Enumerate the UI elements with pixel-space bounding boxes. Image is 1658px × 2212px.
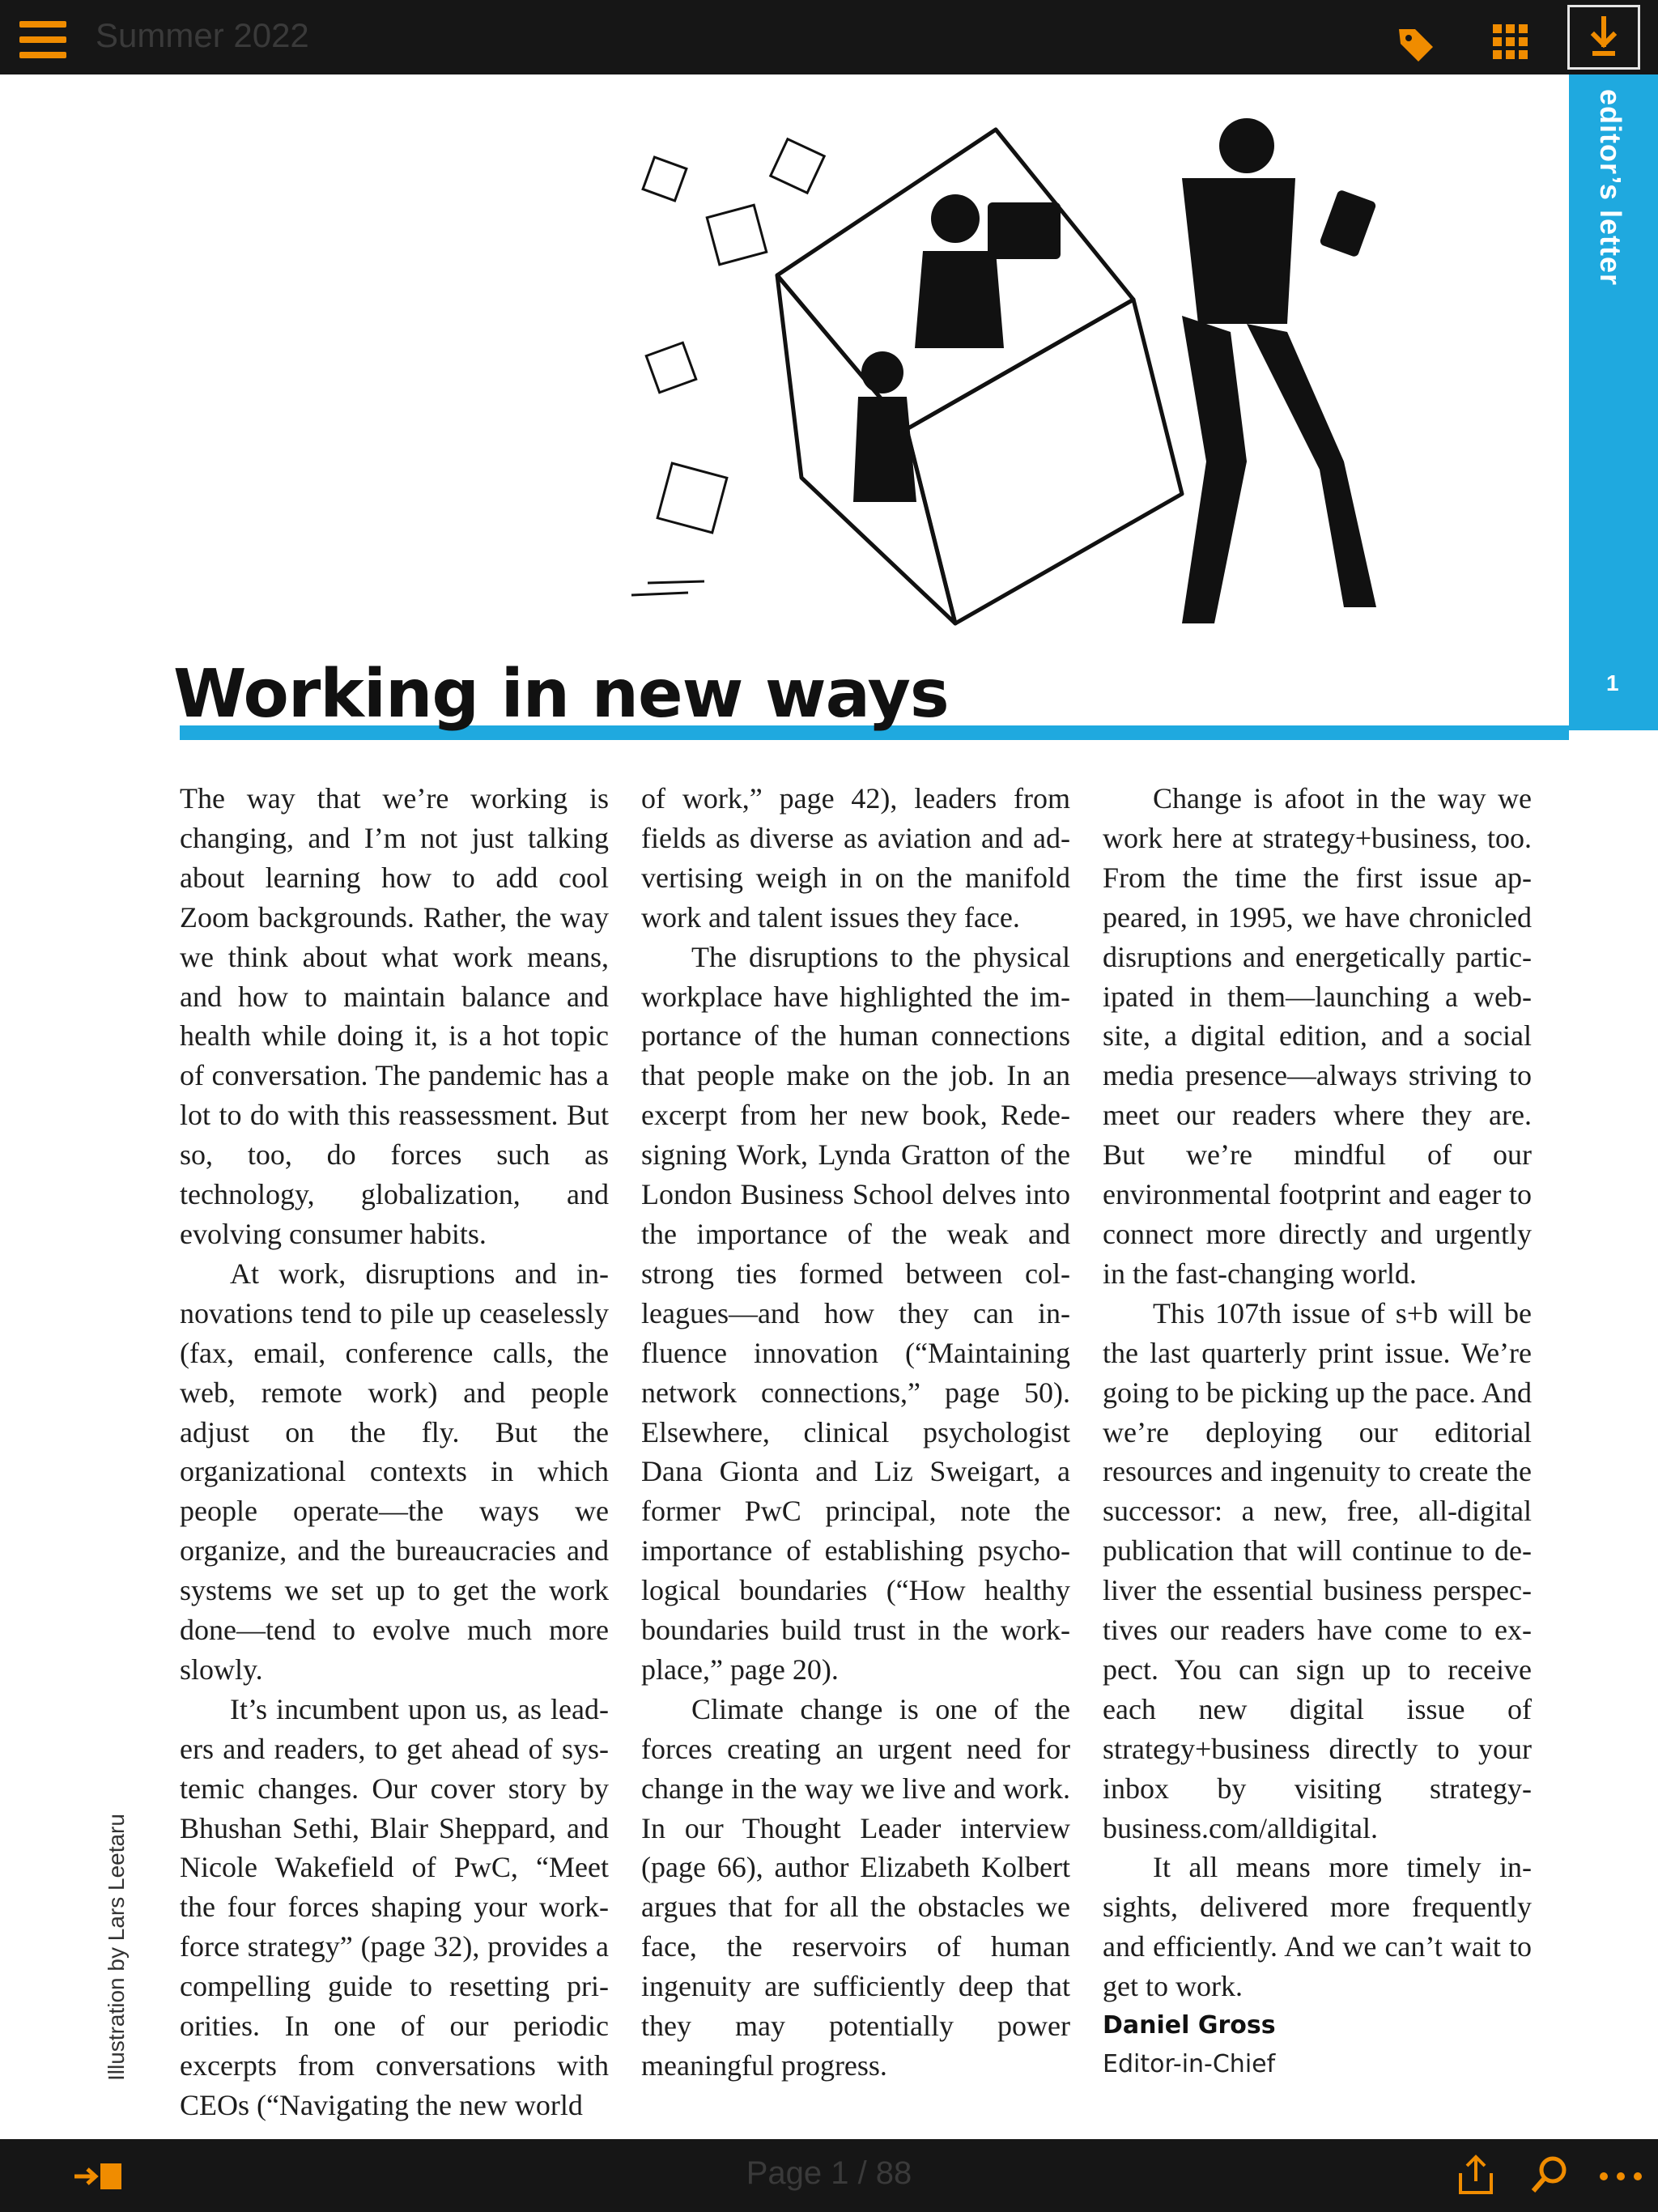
paragraph: Climate change is one of the forces creating an urgent need for change in the way we live and work. In our Thought Leader interview (page 66), author Elizabeth Kolbert argues that for all the obstacles we face, the reservoirs of human ingenuity are sufficiently deep that they may potentially power meaningful progress. xyxy=(641,1692,1070,2082)
grid-icon[interactable] xyxy=(1488,19,1533,65)
paragraph: Change is afoot in the way we work here at strategy+business, too. From the time the first issue appeared, in 1995, we have chronicled disruptions and energetically participated in them—launching a website, a digital edition, and a social media presence—always striving to meet our readers where they are. But we’re mindful of our environmental footprint and eager to connect more directly and urgently in the fast-changing world. xyxy=(1103,782,1532,1290)
tag-icon[interactable] xyxy=(1392,21,1439,68)
share-icon[interactable] xyxy=(1456,2152,1496,2197)
download-icon[interactable] xyxy=(1567,5,1640,70)
illustration-credit: Illustration by Lars Leetaru xyxy=(104,1814,129,2081)
paragraph: This 107th issue of s+b will be the last quarterly print issue. We’re going to be picking up the pace. And we’re deploying our editorial resources and ingenuity to create the successor: a new, free, all-digital publication that will continue to deliver the essential business perspectives our readers have come to expect. You can sign up to receive each new digital issue of strategy+business directly to your inbox by visiting strategy-business.com/alldigital. xyxy=(1103,1296,1532,1844)
paragraph: It all means more timely insights, delivered more frequently and efficiently. And we can’t wait to get to work. xyxy=(1103,1851,1532,2003)
search-icon[interactable] xyxy=(1528,2154,1571,2196)
signature-name: Daniel Gross xyxy=(1103,2011,1276,2040)
signature-title: Editor-in-Chief xyxy=(1103,2050,1276,2078)
paragraph: At work, disruptions and innovations tend to pile up ceaselessly (fax, email, conference calls, the web, remote work) and people adjust on the fly. But the organizational contexts in which people operate—the ways we organize, and the bureaucracies and systems we set up to get the work done—tend to evolve much more slowly. xyxy=(180,1257,609,1686)
paragraph: The way that we’re working is changing, and I’m not just talking about learning how to add cool Zoom backgrounds. Rather, the way we think about what work means, and how to maintain balance and health while doing it, is a hot topic of conversation. The pandemic has a lot to do with this reassessment. But so, too, do forces such as technology, globalization, and evolving consumer habits. xyxy=(180,782,609,1250)
menu-icon[interactable] xyxy=(19,21,66,58)
text-column-3 xyxy=(1103,779,1532,2006)
text-column-2 xyxy=(641,779,1070,2086)
paragraph: The disruptions to the physical workplace have highlighted the importance of the human connections that people make on the job. In an excerpt from her new book, Redesigning Work, Lynda Gratton of the London Business School delves into the importance of the weak and strong ties formed between colleagues—and how they can influence innovation (“Maintaining network connections,” page 50). Elsewhere, clinical psychologist Dana Gionta and Liz Sweigart, a former PwC principal, note the importance of establishing psychological boundaries (“How healthy boundaries build trust in the workplace,” page 20). xyxy=(641,940,1070,1686)
page-indicator: Page 1 / 88 xyxy=(746,2155,912,2191)
paragraph: of work,” page 42), leaders from fields as diverse as aviation and advertising weigh in on the manifold work and talent issues they face. xyxy=(641,782,1070,934)
page-number: 1 xyxy=(1606,670,1619,696)
issue-title: Summer 2022 xyxy=(96,16,309,54)
text-column-1 xyxy=(180,779,609,2125)
article-headline: Working in new ways xyxy=(173,656,949,733)
more-icon[interactable] xyxy=(1598,2170,1643,2181)
paragraph: It’s incumbent upon us, as leaders and readers, to get ahead of systemic changes. Our cover story by Bhushan Sethi, Blair Sheppard, and Nicole Wakefield of PwC, “Meet the four forces shaping your workforce strategy” (page 32), provides a compelling guide to resetting priorities. In one of our periodic excerpts from conversations with CEOs (“Navigating the new world xyxy=(180,1692,609,2121)
section-label: editor’s letter xyxy=(1594,89,1627,287)
article-illustration xyxy=(615,89,1409,672)
